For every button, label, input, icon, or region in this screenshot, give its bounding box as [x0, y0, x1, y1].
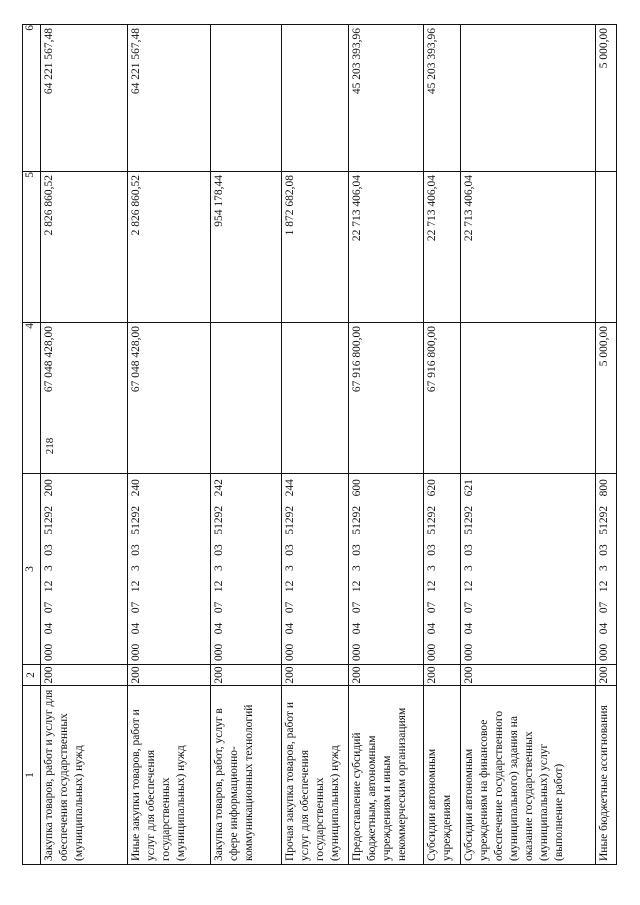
classification-part: 242 [213, 479, 225, 497]
row-name-cell: Субсидии автономным учреждениям [424, 686, 461, 865]
row-classification-cell [424, 474, 461, 665]
classification-part: 3 [598, 565, 610, 571]
table-row [211, 25, 282, 865]
page-number: 218 [44, 437, 56, 455]
row-col5-cell: 22 713 406,04 [349, 172, 424, 323]
row-col5-cell [596, 172, 617, 323]
classification-part: 800 [598, 479, 610, 497]
row-name-cell: Иные закупки товаров, работ и услуг для обеспечения государственных (муниципальных) нужд [128, 686, 211, 865]
row-col5-cell: 1 872 682,08 [282, 172, 349, 323]
classification-part: 04 [43, 622, 55, 635]
table-row [282, 25, 349, 865]
classification-part: 3 [463, 565, 475, 571]
classification-part: 000 [284, 643, 296, 661]
classification-part: 51292 [426, 505, 438, 535]
row-col4-cell: 5 000,00 [596, 323, 617, 474]
classification-part: 04 [284, 622, 296, 635]
classification-code [597, 477, 612, 661]
row-col4-cell [461, 323, 596, 474]
classification-part: 07 [130, 601, 142, 614]
table-row [128, 25, 211, 865]
row-col5-cell: 22 713 406,04 [461, 172, 596, 323]
row-code-cell: 200 [424, 665, 461, 686]
classification-part: 03 [284, 544, 296, 556]
classification-part: 51292 [130, 505, 142, 535]
classification-part: 04 [426, 622, 438, 635]
table-row [424, 25, 461, 865]
row-classification-cell [282, 474, 349, 665]
classification-part: 07 [426, 601, 438, 614]
classification-part: 03 [213, 544, 225, 556]
row-col4-cell: 67 048 428,00 [41, 323, 128, 474]
classification-part: 000 [598, 643, 610, 661]
classification-part: 04 [130, 622, 142, 635]
table-body [41, 25, 617, 865]
classification-part: 03 [43, 544, 55, 556]
classification-code [42, 477, 57, 661]
row-col6-cell: 5 000,00 [596, 25, 617, 172]
row-col6-cell: 45 203 393,96 [349, 25, 424, 172]
header-col-6: 6 [23, 25, 41, 172]
classification-part: 51292 [284, 505, 296, 535]
classification-part: 000 [426, 643, 438, 661]
row-col5-cell: 2 826 860,52 [128, 172, 211, 323]
classification-part: 12 [284, 580, 296, 593]
classification-code [212, 477, 227, 661]
row-col6-cell [461, 25, 596, 172]
classification-part: 04 [463, 622, 475, 635]
row-classification-cell [41, 474, 128, 665]
row-name-cell: Закупка товаров, работ и услуг для обеспечения государственных (муниципальных) нужд [41, 686, 128, 865]
classification-part: 12 [130, 580, 142, 593]
classification-part: 51292 [351, 505, 363, 535]
classification-part: 04 [213, 622, 225, 635]
classification-part: 03 [351, 544, 363, 556]
classification-part: 3 [43, 565, 55, 571]
row-classification-cell [128, 474, 211, 665]
row-code-cell: 200 [128, 665, 211, 686]
row-code-cell: 200 [349, 665, 424, 686]
row-col4-cell: 67 916 800,00 [349, 323, 424, 474]
row-classification-cell [349, 474, 424, 665]
row-col4-cell: 67 916 800,00 [424, 323, 461, 474]
row-col4-cell [211, 323, 282, 474]
header-col-1: 1 [23, 686, 41, 865]
header-col-5: 5 [23, 172, 41, 323]
classification-part: 04 [351, 622, 363, 635]
classification-part: 3 [213, 565, 225, 571]
header-col-2: 2 [23, 665, 41, 686]
classification-part: 3 [284, 565, 296, 571]
classification-part: 3 [130, 565, 142, 571]
classification-part: 621 [463, 479, 475, 497]
classification-part: 000 [43, 643, 55, 661]
table-row [349, 25, 424, 865]
classification-part: 12 [213, 580, 225, 593]
row-name-cell: Прочая закупка товаров, работ и услуг для обеспечения государственных (муниципальных) нужд [282, 686, 349, 865]
row-col6-cell: 64 221 567,48 [128, 25, 211, 172]
classification-part: 200 [43, 479, 55, 497]
row-col5-cell: 2 826 860,52 [41, 172, 128, 323]
row-code-cell: 200 [461, 665, 596, 686]
classification-part: 51292 [463, 505, 475, 535]
row-col4-cell: 67 048 428,00 [128, 323, 211, 474]
row-name-cell: Субсидии автономным учреждениям на финансовое обеспечение государственного (муниципального) задания на оказание государственных (муниципальных) услуг (выполнение работ) [461, 686, 596, 865]
table-header-row [23, 25, 41, 865]
classification-part: 12 [426, 580, 438, 593]
classification-part: 000 [213, 643, 225, 661]
table-row [596, 25, 617, 865]
classification-code [462, 477, 477, 661]
classification-part: 12 [463, 580, 475, 593]
classification-part: 3 [426, 565, 438, 571]
classification-part: 03 [426, 544, 438, 556]
classification-part: 07 [463, 601, 475, 614]
classification-part: 07 [351, 601, 363, 614]
classification-part: 51292 [43, 505, 55, 535]
row-name-cell: Закупка товаров, работ, услуг в сфере информационно-коммуникационных технологий [211, 686, 282, 865]
classification-part: 51292 [213, 505, 225, 535]
classification-code [129, 477, 144, 661]
classification-part: 07 [213, 601, 225, 614]
classification-part: 240 [130, 479, 142, 497]
classification-code [283, 477, 298, 661]
row-code-cell: 200 [596, 665, 617, 686]
classification-part: 07 [43, 601, 55, 614]
row-name-cell: Предоставление субсидий бюджетным, автономным учреждениям и иным некоммерческим организациям [349, 686, 424, 865]
rotated-table-wrapper [22, 25, 610, 865]
classification-part: 03 [598, 544, 610, 556]
budget-table [22, 24, 617, 865]
row-name-cell: Иные бюджетные ассигнования [596, 686, 617, 865]
classification-part: 12 [351, 580, 363, 593]
classification-part: 620 [426, 479, 438, 497]
row-code-cell: 200 [41, 665, 128, 686]
row-classification-cell [461, 474, 596, 665]
row-code-cell: 200 [211, 665, 282, 686]
classification-part: 51292 [598, 505, 610, 535]
classification-part: 244 [284, 479, 296, 497]
row-col6-cell [282, 25, 349, 172]
classification-part: 04 [598, 622, 610, 635]
row-col5-cell: 22 713 406,04 [424, 172, 461, 323]
classification-part: 600 [351, 479, 363, 497]
classification-part: 12 [598, 580, 610, 593]
row-classification-cell [596, 474, 617, 665]
classification-part: 000 [463, 643, 475, 661]
classification-part: 000 [351, 643, 363, 661]
row-classification-cell [211, 474, 282, 665]
table-row [41, 25, 128, 865]
row-col4-cell [282, 323, 349, 474]
classification-code [425, 477, 440, 661]
row-col5-cell: 954 178,44 [211, 172, 282, 323]
classification-code [350, 477, 365, 661]
classification-part: 07 [598, 601, 610, 614]
table-row [461, 25, 596, 865]
row-code-cell: 200 [282, 665, 349, 686]
row-col6-cell [211, 25, 282, 172]
row-col6-cell: 64 221 567,48 [41, 25, 128, 172]
classification-part: 03 [463, 544, 475, 556]
header-col-4: 4 [23, 323, 41, 474]
classification-part: 000 [130, 643, 142, 661]
classification-part: 07 [284, 601, 296, 614]
row-col6-cell: 45 203 393,96 [424, 25, 461, 172]
classification-part: 03 [130, 544, 142, 556]
header-col-3: 3 [23, 474, 41, 665]
classification-part: 3 [351, 565, 363, 571]
classification-part: 12 [43, 580, 55, 593]
